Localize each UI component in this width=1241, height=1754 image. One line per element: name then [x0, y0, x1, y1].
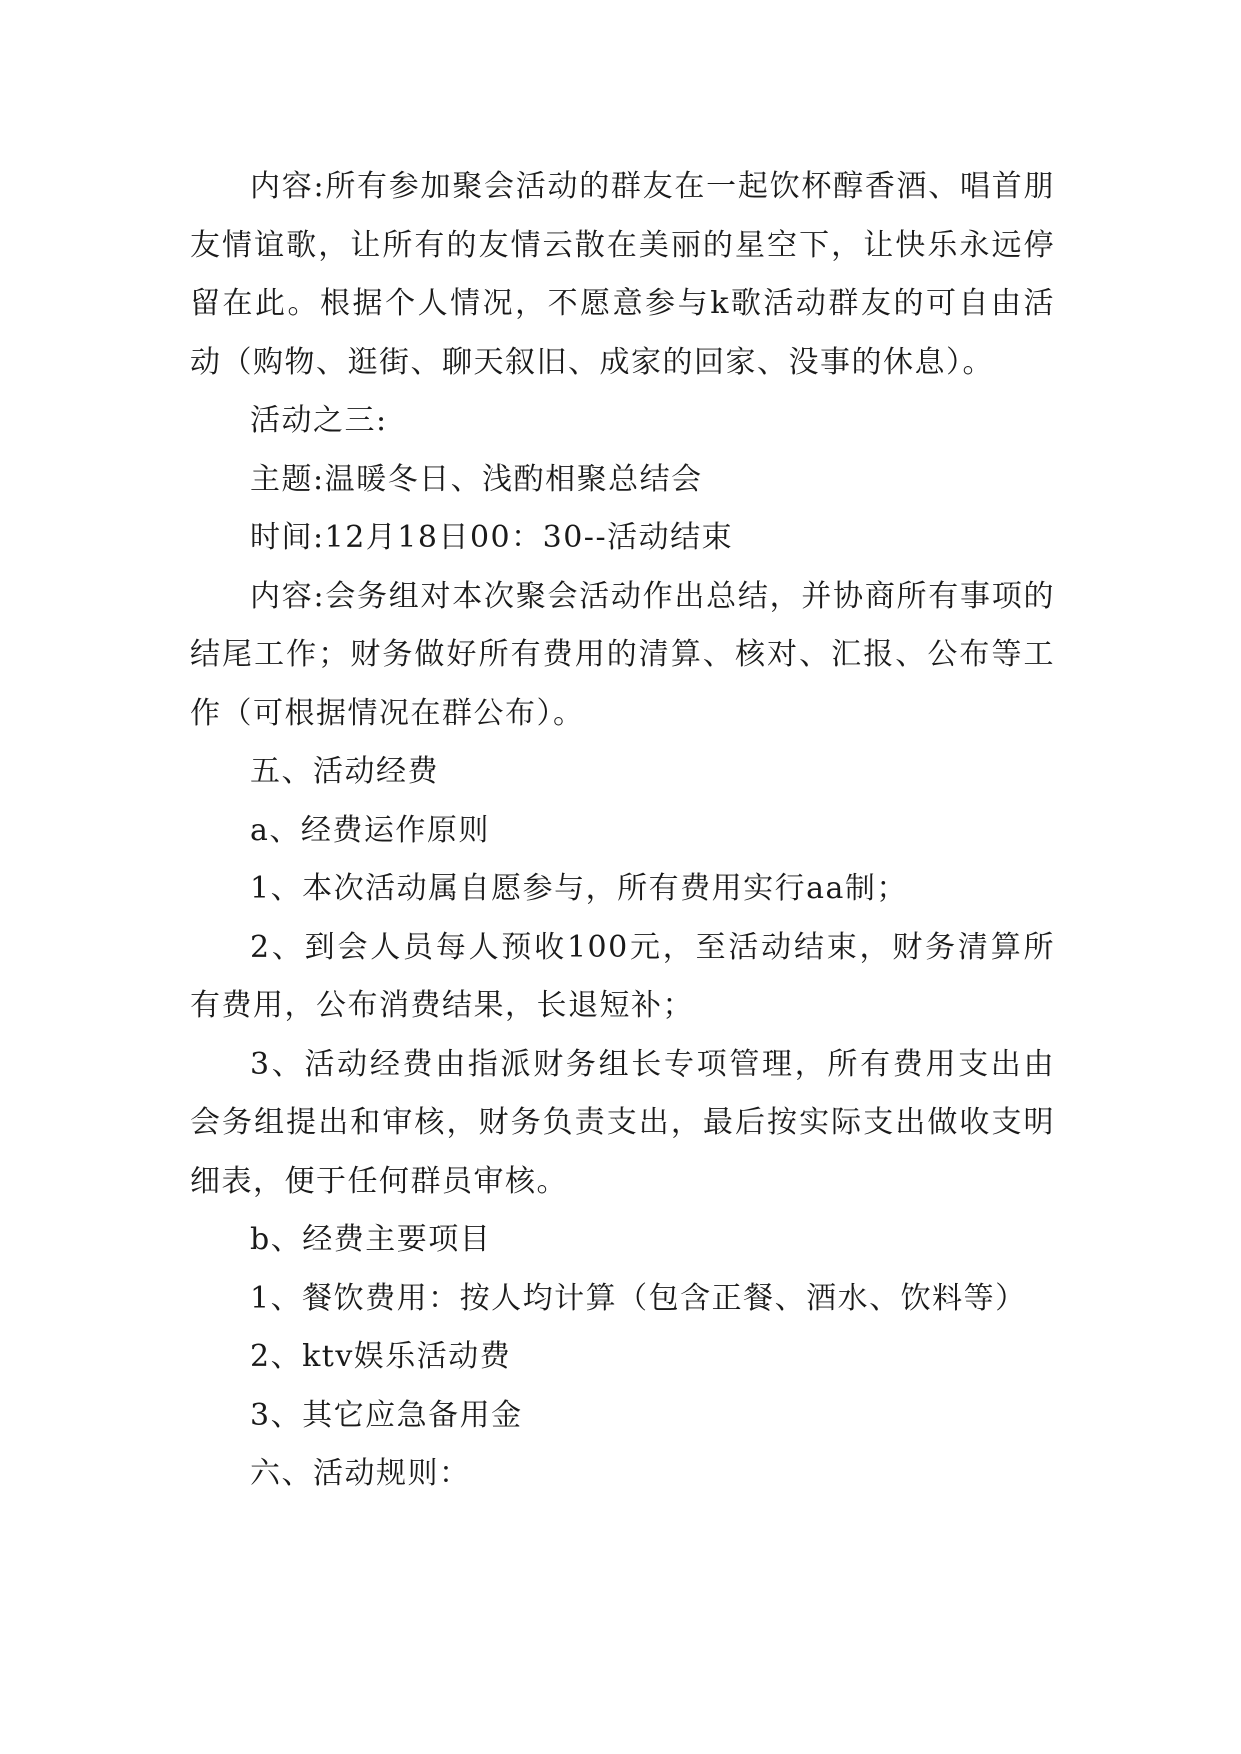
heading-activity-three: 活动之三:	[250, 403, 388, 438]
list-item-expense-1: 1、餐饮费用：按人均计算（包含正餐、酒水、饮料等）	[250, 1280, 1027, 1316]
heading-section-five: 五、活动经费	[250, 754, 439, 789]
heading-section-six: 六、活动规则：	[250, 1456, 471, 1491]
list-item-expense-3: 3、其它应急备用金	[250, 1397, 523, 1433]
paragraph-content-summary: 内容:会务组对本次聚会活动作出总结，并协商所有事项的结尾工作；财务做好所有费用的清算、核对、汇报、公布等工作（可根据情况在群公布）。	[190, 578, 1055, 731]
document-body	[190, 158, 1055, 1504]
list-item-expense-2: 2、ktv娱乐活动费	[250, 1339, 512, 1374]
list-item-principle-2: 2、到会人员每人预收100元，至活动结束，财务清算所有费用，公布消费结果，长退短补；	[190, 929, 1055, 1023]
heading-funding-principles: a、经费运作原则	[250, 812, 490, 848]
paragraph-time: 时间:12月18日00：30--活动结束	[250, 520, 734, 555]
heading-funding-items: b、经费主要项目	[250, 1222, 492, 1257]
list-item-principle-3: 3、活动经费由指派财务组长专项管理，所有费用支出由会务组提出和审核，财务负责支出，最后按实际支出做收支明细表，便于任何群员审核。	[190, 1046, 1055, 1199]
list-item-principle-1: 1、本次活动属自愿参与，所有费用实行aa制；	[250, 871, 908, 906]
paragraph-theme: 主题:温暖冬日、浅酌相聚总结会	[250, 461, 703, 497]
paragraph-content-gathering: 内容:所有参加聚会活动的群友在一起饮杯醇香酒、唱首朋友情谊歌，让所有的友情云散在美丽的星空下，让快乐永远停留在此。根据个人情况，不愿意参与k歌活动群友的可自由活动（购物、逛街、聊天叙旧、成家的回家、没事的休息）。	[190, 169, 1055, 380]
